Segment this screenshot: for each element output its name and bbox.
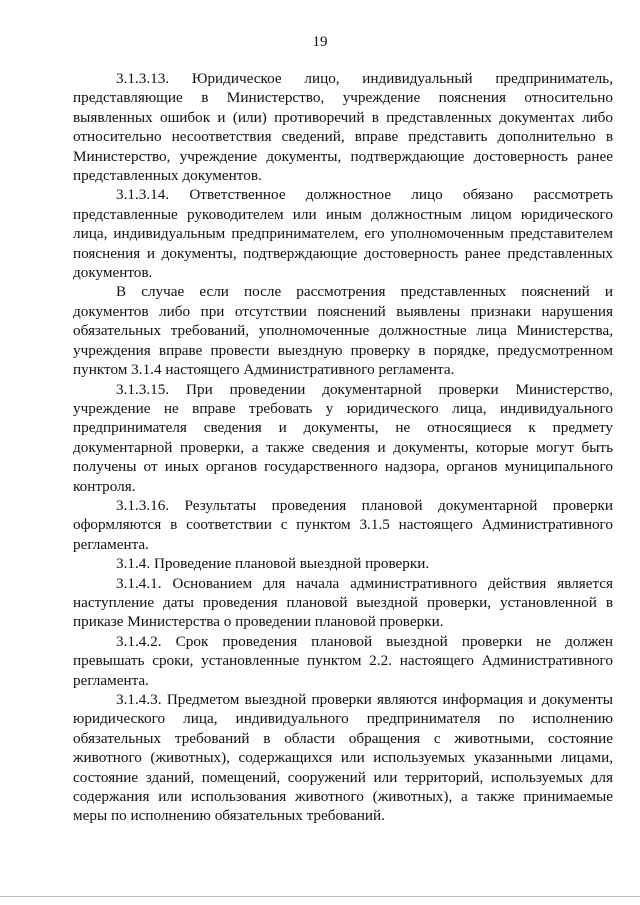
paragraph-3-1-4-2: 3.1.4.2. Срок проведения плановой выездной проверки не должен превышать сроки, установленные пунктом 2.2. настоящего Административного регламента. [73, 632, 613, 689]
paragraph-3-1-3-14: 3.1.3.14. Ответственное должностное лицо обязано рассмотреть представленные руководителем или иным должностным лицом юридического лица, индивидуальным предпринимателем, его уполномоченным представителем пояснения и документы, подтверждающие достоверность ранее представленных документов. [73, 186, 613, 282]
page-bottom-edge [0, 896, 640, 897]
page-number: 19 [312, 34, 328, 50]
paragraph-3-1-3-13: 3.1.3.13. Юридическое лицо, индивидуальный предприниматель, представляющие в Министерство, учреждение пояснения относительно выявленных ошибок и (или) противоречий в представленных документах либо относительно несоответствия сведений, вправе представить дополнительно в Министерство, учреждение документы, подтверждающие достоверность ранее представленных документов. [73, 70, 613, 185]
paragraph-3-1-4: 3.1.4. Проведение плановой выездной проверки. [116, 555, 430, 573]
document-body [73, 69, 613, 826]
paragraph-3-1-3-15: 3.1.3.15. При проведении документарной проверки Министерство, учреждение не вправе требовать у юридического лица, индивидуального предпринимателя сведения и документы, не относящиеся к предмету документарной проверки, а также сведения и документы, которые могут быть получены от иных органов государственного надзора, органов муниципального контроля. [73, 380, 613, 495]
paragraph-3-1-4-1: 3.1.4.1. Основанием для начала административного действия является наступление даты проведения плановой выездной проверки, установленной в приказе Министерства о проведении плановой проверки. [73, 574, 613, 631]
paragraph-review-outcome: В случае если после рассмотрения представленных пояснений и документов либо при отсутствии пояснений выявлены признаки нарушения обязательных требований, уполномоченные должностные лица Министерства, учреждения вправе провести выездную проверку в порядке, предусмотренном пунктом 3.1.4 настоящего Административного регламента. [73, 283, 613, 379]
paragraph-3-1-4-3: 3.1.4.3. Предметом выездной проверки являются информация и документы юридического лица, индивидуального предпринимателя по исполнению обязательных требований в области обращения с животными, состояние животного (животных), содержащихся или используемых указанными лицами, состояние зданий, помещений, сооружений или территорий, используемых для содержания или использования животного (животных), а также принимаемые меры по исполнению обязательных требований. [73, 691, 613, 825]
paragraph-3-1-3-16: 3.1.3.16. Результаты проведения плановой документарной проверки оформляются в соответствии с пунктом 3.1.5 настоящего Административного регламента. [73, 496, 613, 553]
